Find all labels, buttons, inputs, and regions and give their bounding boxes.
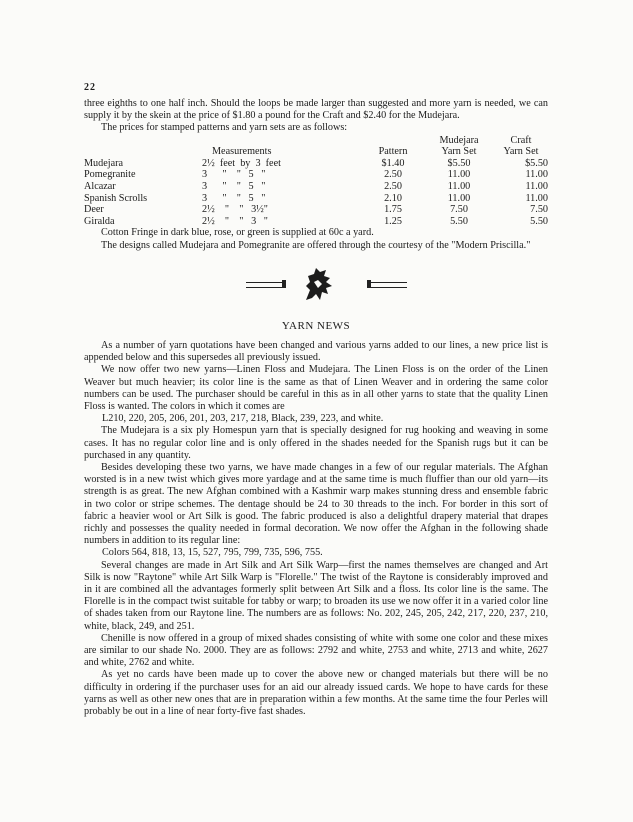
pattern-price: $1.40 xyxy=(381,157,405,169)
pattern-price: 1.75 xyxy=(384,204,402,216)
paragraph-art-silk: Several changes are made in Art Silk and Art Silk Warp—first the names themselves are changed and Art Silk is now "Raytone" while Art Silk Warp is "Florelle." The twist of the Raytone is considerably improved and in it are combined all the advantages formerly split between Art Silk and a floss. Its color line is the same. The Florelle is in the compact twist suitable for tabby or warp; to broaden its use we now offer it in a varied color line of shades taken from our Raytone line. The numbers are as follows: No. 202, 245, 205, 242, 217, 220, 237, 210, white, black, 249, and 251. xyxy=(84,559,548,632)
header-mudejara: Mudejara xyxy=(439,134,479,146)
pattern-name: Giralda xyxy=(84,215,115,227)
pattern-name: Mudejara xyxy=(84,157,124,169)
pattern-price: 2.50 xyxy=(384,169,402,181)
pattern-name: Deer xyxy=(84,204,104,216)
craft-set-price: $5.50 xyxy=(525,157,548,169)
paragraph-mudejara: The Mudejara is a six ply Homespun yarn that is specially designed for rug hooking and weaving in some cases. It has no regular color line and is only offered in the shades needed for the Spanish rugs but it can be purchased in any quantity. xyxy=(84,425,548,461)
craft-set-price: 11.00 xyxy=(525,169,548,181)
mudejara-set-price: $5.50 xyxy=(447,157,471,169)
header-craft-yarn-set: Yarn Set xyxy=(503,146,539,158)
pattern-measurements: 3 " " 5 " xyxy=(202,180,266,192)
fringe-note: Cotton Fringe in dark blue, rose, or green is supplied at 60c a yard. xyxy=(101,227,374,239)
craft-set-price: 5.50 xyxy=(530,215,548,227)
mudejara-set-price: 11.00 xyxy=(447,169,471,181)
paragraph-cards: As yet no cards have been made up to cover the above new or changed materials but there will be no difficulty in ordering if the purchaser uses for an aid our already issued cards. We hope to have cards for these yarns as well as other new ones that are in preparation within a few months. At the same time the four Perles will probably be out in a line of near forty-five fast shades. xyxy=(84,669,548,718)
paragraph-new-yarns: We now offer two new yarns—Linen Floss and Mudejara. The Linen Floss is on the order of the Linen Weaver but much heavier; its color line is the same as that of Linen Weaver and in ordering the same color numbers can be used. The purchaser should be careful in this as in all other yarns to state that the quality Linen Floss is wanted. The colors in which it comes are xyxy=(84,364,548,412)
pattern-measurements: 2½ " " 3½" xyxy=(202,204,268,216)
pattern-measurements: 3 " " 5 " xyxy=(202,192,266,204)
linen-color-list: L210, 220, 205, 206, 201, 203, 217, 218, Black, 239, 223, and white. xyxy=(102,413,384,425)
mudejara-set-price: 11.00 xyxy=(447,192,471,204)
pattern-measurements: 3 " " 5 " xyxy=(202,169,266,181)
right-rule xyxy=(371,282,407,288)
price-row xyxy=(84,158,548,170)
section-title: YARN NEWS xyxy=(281,319,351,332)
price-row xyxy=(84,181,548,193)
header-pattern: Pattern xyxy=(378,146,408,158)
header-measurements: Measurements xyxy=(212,146,272,158)
mudejara-set-price: 5.50 xyxy=(450,215,468,227)
pattern-name: Pomegranite xyxy=(84,169,136,181)
paragraph-chenille: Chenille is now offered in a group of mixed shades consisting of white with some one color and these mixes are similar to our shade No. 2000. They are as follows: 2792 and white, 2753 and white, 2713 and white, 2627 and white, 2762 and white. xyxy=(84,632,548,669)
price-row xyxy=(84,169,548,181)
afghan-color-list: Colors 564, 818, 13, 15, 527, 795, 799, 735, 596, 755. xyxy=(102,547,323,559)
paragraph-price-list: As a number of yarn quotations have been changed and various yarns added to our lines, a new price list is appended below and this supersedes all previously issued. xyxy=(84,339,548,364)
craft-set-price: 11.00 xyxy=(525,192,548,204)
craft-set-price: 11.00 xyxy=(525,180,548,192)
griffin-ornament-icon xyxy=(298,264,338,304)
pattern-price: 2.50 xyxy=(384,180,402,192)
prices-intro: The prices for stamped patterns and yarn sets are as follows: xyxy=(101,122,348,134)
page-number: 22 xyxy=(84,82,96,93)
price-row xyxy=(84,204,548,216)
craft-set-price: 7.50 xyxy=(530,204,548,216)
price-row xyxy=(84,216,548,228)
pattern-measurements: 2½ feet by 3 feet xyxy=(202,157,281,169)
header-craft: Craft xyxy=(510,134,532,146)
courtesy-note: The designs called Mudejara and Pomegranite are offered through the courtesy of the "Modern Priscilla." xyxy=(101,239,531,251)
pattern-price: 2.10 xyxy=(384,192,402,204)
pattern-name: Alcazar xyxy=(84,180,116,192)
paragraph-afghan: Besides developing these two yarns, we have made changes in a few of our regular materials. The Afghan worsted is in a new twist which gives more yardage and at the same time is much fluffier than our old yarn—its strength is as great. The new Afghan combined with a Kashmir warp makes stunning dress and ensemble fabric in two color or stripe schemes. The dentage should be 24 to 30 threads to the inch. For border in this sort of fabric a heavier wool or Art Silk is good. The fabric produced is also a delightful drapery material that drapes richly and possesses the quality needed in formal decoration. We now offer the Afghan in the following shade numbers in addition to its regular line: xyxy=(84,462,548,547)
left-rule xyxy=(246,282,282,288)
price-row xyxy=(84,193,548,205)
ornament-divider xyxy=(84,264,548,308)
pattern-name: Spanish Scrolls xyxy=(84,192,148,204)
price-table-header-1 xyxy=(84,135,548,147)
price-table-header-2 xyxy=(84,146,548,158)
pattern-price: 1.25 xyxy=(384,215,402,227)
page-content xyxy=(84,98,548,718)
pattern-measurements: 2½ " " 3 " xyxy=(202,215,268,227)
mudejara-set-price: 7.50 xyxy=(450,204,468,216)
price-table xyxy=(84,135,548,228)
mudejara-set-price: 11.00 xyxy=(447,180,471,192)
intro-paragraph: three eighths to one half inch. Should the loops be made larger than suggested and more yarn is needed, we can supply it by the skein at the price of $1.80 a pound for the Craft and $2.40 for the Mudejara. xyxy=(84,98,548,122)
header-mudejara-yarn-set: Yarn Set xyxy=(441,146,477,158)
